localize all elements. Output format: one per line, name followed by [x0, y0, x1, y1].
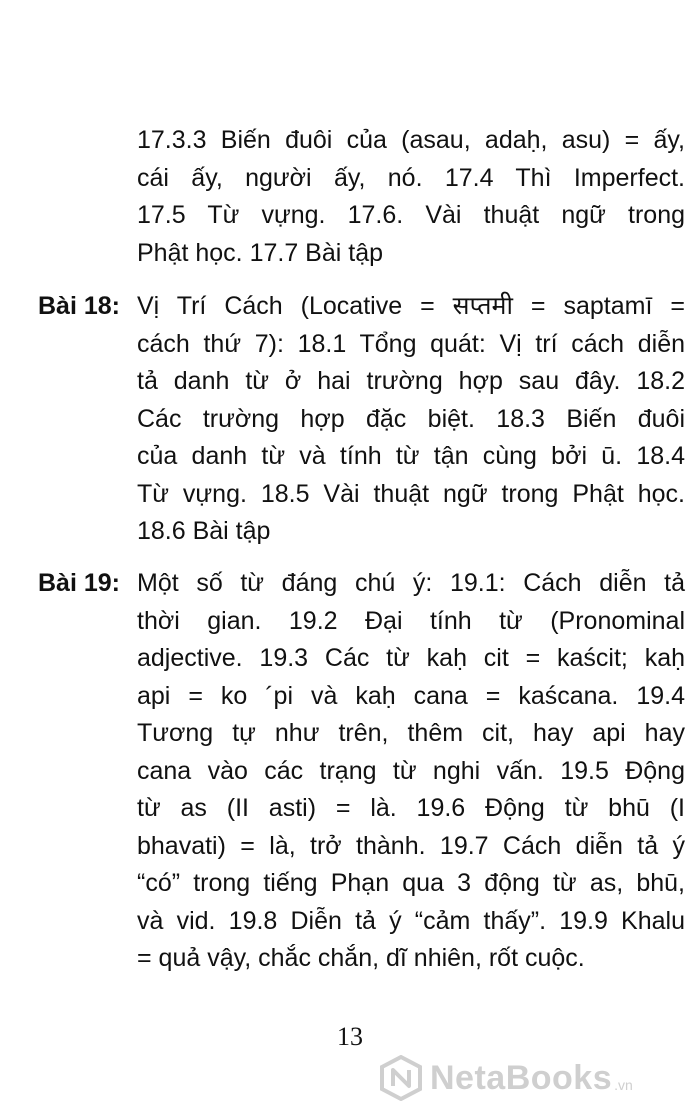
lesson-19-line: cana vào các trạng từ nghi vấn. 19.5 Động — [137, 756, 685, 785]
lesson-17-continuation — [137, 122, 685, 272]
lesson-18-line: cách thứ 7): 18.1 Tổng quát: Vị trí cách diễn — [137, 329, 685, 358]
lesson-19-line: api = ko ´pi và kaḥ cana = kaścana. 19.4 — [137, 681, 685, 710]
watermark-suffix: .vn — [614, 1077, 633, 1093]
lesson-18-body — [137, 288, 685, 551]
lesson-19-line: Tương tự như trên, thêm cit, hay api hay — [137, 719, 685, 747]
lesson-19-line: và vid. 19.8 Diễn tả ý “cảm thấy”. 19.9 Khalu — [137, 906, 685, 935]
netabooks-logo-icon — [378, 1055, 424, 1101]
lesson-19-body — [137, 565, 685, 978]
lesson-18-line: tả danh từ ở hai trường hợp sau đây. 18.2 — [137, 367, 685, 395]
lesson-18-line: Từ vựng. 18.5 Vài thuật ngữ trong Phật học. — [137, 479, 685, 508]
lesson-17-continuation-line: 17.3.3 Biến đuôi của (asau, adaḥ, asu) = ấy, — [137, 126, 685, 154]
lesson-18-line: Vị Trí Cách (Locative = सप्तमी = saptamī = — [137, 292, 685, 320]
page-number: 13 — [337, 1022, 363, 1051]
lesson-18-line: của danh từ và tính từ tận cùng bởi ū. 18.4 — [137, 442, 685, 470]
lesson-19-line: adjective. 19.3 Các từ kaḥ cit = kaścit; kaḥ — [137, 644, 685, 672]
lesson-19-label: Bài 19: — [38, 569, 120, 597]
lesson-19-line: bhavati) = là, trở thành. 19.7 Cách diễn tả ý — [137, 831, 685, 860]
lesson-19-line: thời gian. 19.2 Đại tính từ (Pronominal — [137, 606, 685, 635]
lesson-19-entry — [38, 565, 685, 978]
lesson-19-line: “có” trong tiếng Phạn qua 3 động từ as, bhū, — [137, 869, 685, 897]
lesson-17-continuation-line: Phật học. 17.7 Bài tập — [137, 238, 384, 267]
lesson-17-continuation-line: cái ấy, người ấy, nó. 17.4 Thì Imperfect. — [137, 163, 685, 192]
lesson-19-line: = quả vậy, chắc chắn, dĩ nhiên, rốt cuộc. — [137, 944, 585, 972]
lesson-18-line: Các trường hợp đặc biệt. 18.3 Biến đuôi — [137, 404, 685, 433]
lesson-17-continuation-line: 17.5 Từ vựng. 17.6. Vài thuật ngữ trong — [137, 201, 685, 229]
watermark — [378, 1048, 698, 1108]
watermark-text: NetaBooks — [430, 1058, 613, 1097]
lesson-18-line: 18.6 Bài tập — [137, 517, 271, 545]
lesson-19-line: từ as (II asti) = là. 19.6 Động từ bhū (I — [137, 794, 685, 822]
lesson-18-entry — [38, 288, 685, 551]
lesson-18-label: Bài 18: — [38, 292, 120, 320]
lesson-19-line: Một số từ đáng chú ý: 19.1: Cách diễn tả — [137, 569, 685, 597]
